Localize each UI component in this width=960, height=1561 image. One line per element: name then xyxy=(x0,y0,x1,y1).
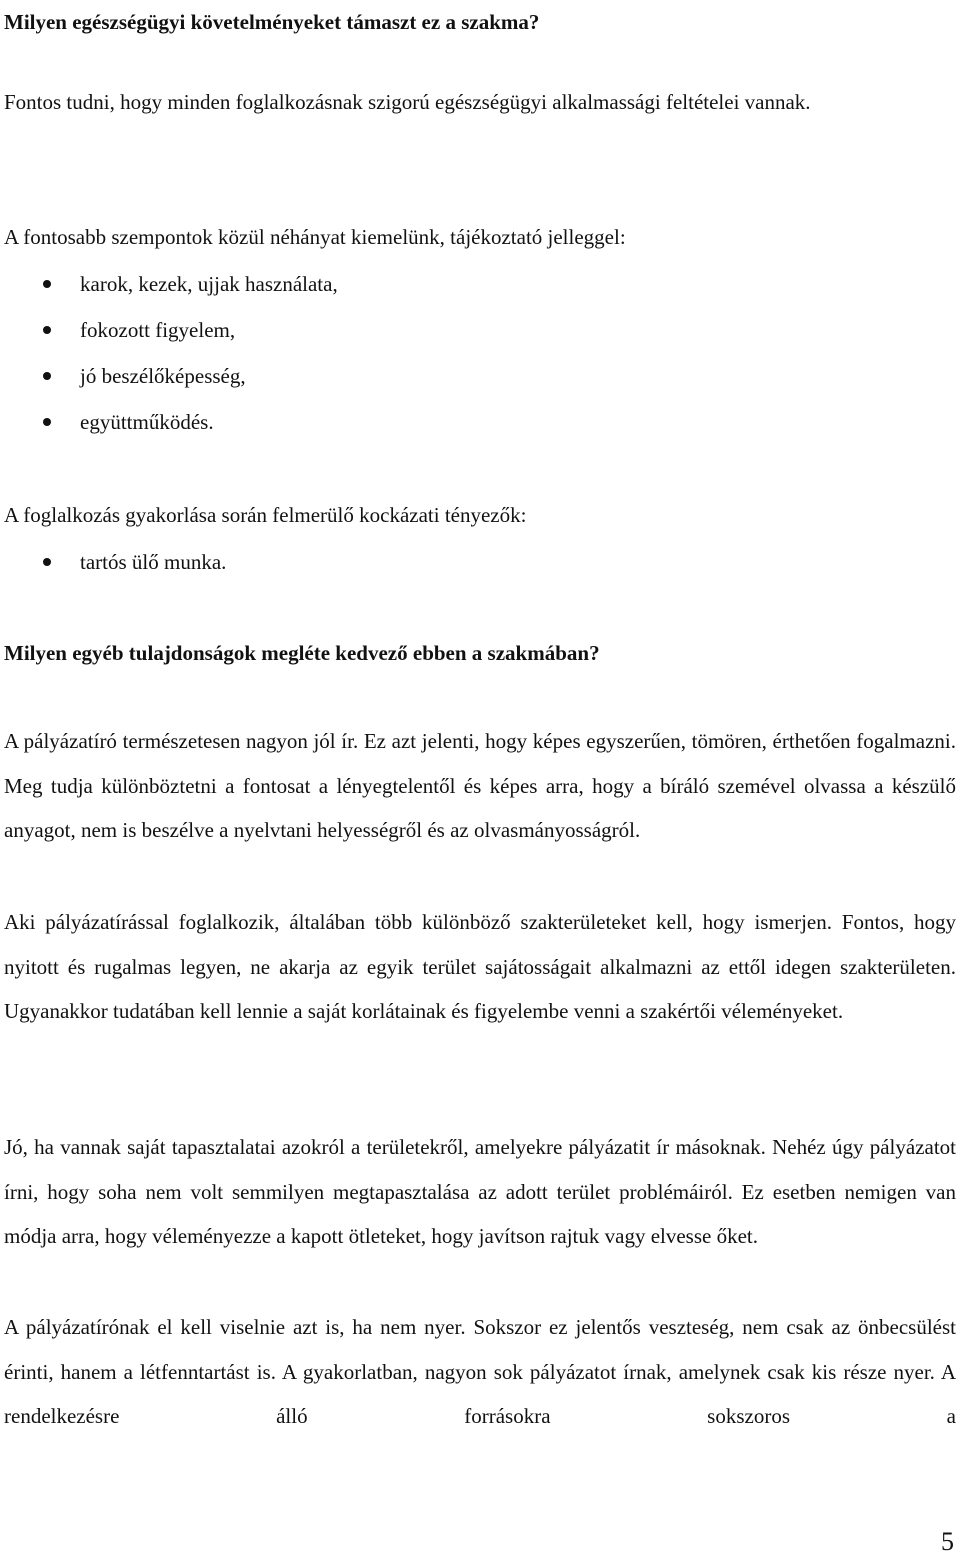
list-item: fokozott figyelem, xyxy=(4,307,338,353)
bullet-icon xyxy=(43,280,51,288)
bullet-icon xyxy=(43,418,51,426)
traits-heading: Milyen egyéb tulajdonságok megléte kedvező ebben a szakmában? xyxy=(4,641,600,665)
bullet-icon xyxy=(43,558,51,566)
aspects-intro: A fontosabb szempontok közül néhányat kiemelünk, tájékoztató jelleggel: xyxy=(4,225,626,249)
list-item: tartós ülő munka. xyxy=(4,539,226,585)
paragraph-multiple-fields: Aki pályázatírással foglalkozik, általában több különböző szakterületeket kell, hogy ismerjen. Fontos, hogy nyitott és rugalmas legyen, ne akarja az egyik terület sajátosságait alkalmazni az ettől idegen szakterületen. Ugyanakkor tudatában kell lennie a saját korlátainak és figyelembe venni a szakértői véleményeket. xyxy=(4,910,956,1023)
list-item: karok, kezek, ujjak használata, xyxy=(4,261,338,307)
paragraph-losing: A pályázatírónak el kell viselnie azt is, ha nem nyer. Sokszor ez jelentős veszteség, nem csak az önbecsülést érinti, hanem a létfenntartást is. A gyakorlatban, nagyon sok pályázatot írnak, amelynek csak kis része nyer. A rendelkezésre álló forrásokra sokszoros a xyxy=(4,1315,956,1428)
health-requirements-heading: Milyen egészségügyi követelményeket támaszt ez a szakma? xyxy=(4,10,540,34)
bullet-icon xyxy=(43,326,51,334)
risks-list xyxy=(4,539,226,585)
paragraph-writing-skills: A pályázatíró természetesen nagyon jól ír. Ez azt jelenti, hogy képes egyszerűen, tömören, érthetően fogalmazni. Meg tudja különböztetni a fontosat a lényegtelentől és képes arra, hogy a bíráló szemével olvassa a készülő anyagot, nem is beszélve a nyelvtani helyességről és az olvasmányosságról. xyxy=(4,729,956,842)
risks-intro: A foglalkozás gyakorlása során felmerülő kockázati tényezők: xyxy=(4,503,527,527)
list-item: együttműködés. xyxy=(4,399,338,445)
aspects-list xyxy=(4,261,338,445)
list-item: jó beszélőképesség, xyxy=(4,353,338,399)
paragraph-own-experience: Jó, ha vannak saját tapasztalatai azokról a területekről, amelyekre pályázatit ír másoknak. Nehéz úgy pályázatot írni, hogy soha nem volt semmilyen megtapasztalása az adott terület problémáiról. Ez esetben nemigen van módja arra, hogy véleményezze a kapott ötleteket, hogy javítson rajtuk vagy elvesse őket. xyxy=(4,1135,956,1248)
bullet-icon xyxy=(43,372,51,380)
health-intro-paragraph: Fontos tudni, hogy minden foglalkozásnak szigorú egészségügyi alkalmassági feltételei vannak. xyxy=(4,90,811,114)
page-number: 5 xyxy=(941,1527,954,1556)
